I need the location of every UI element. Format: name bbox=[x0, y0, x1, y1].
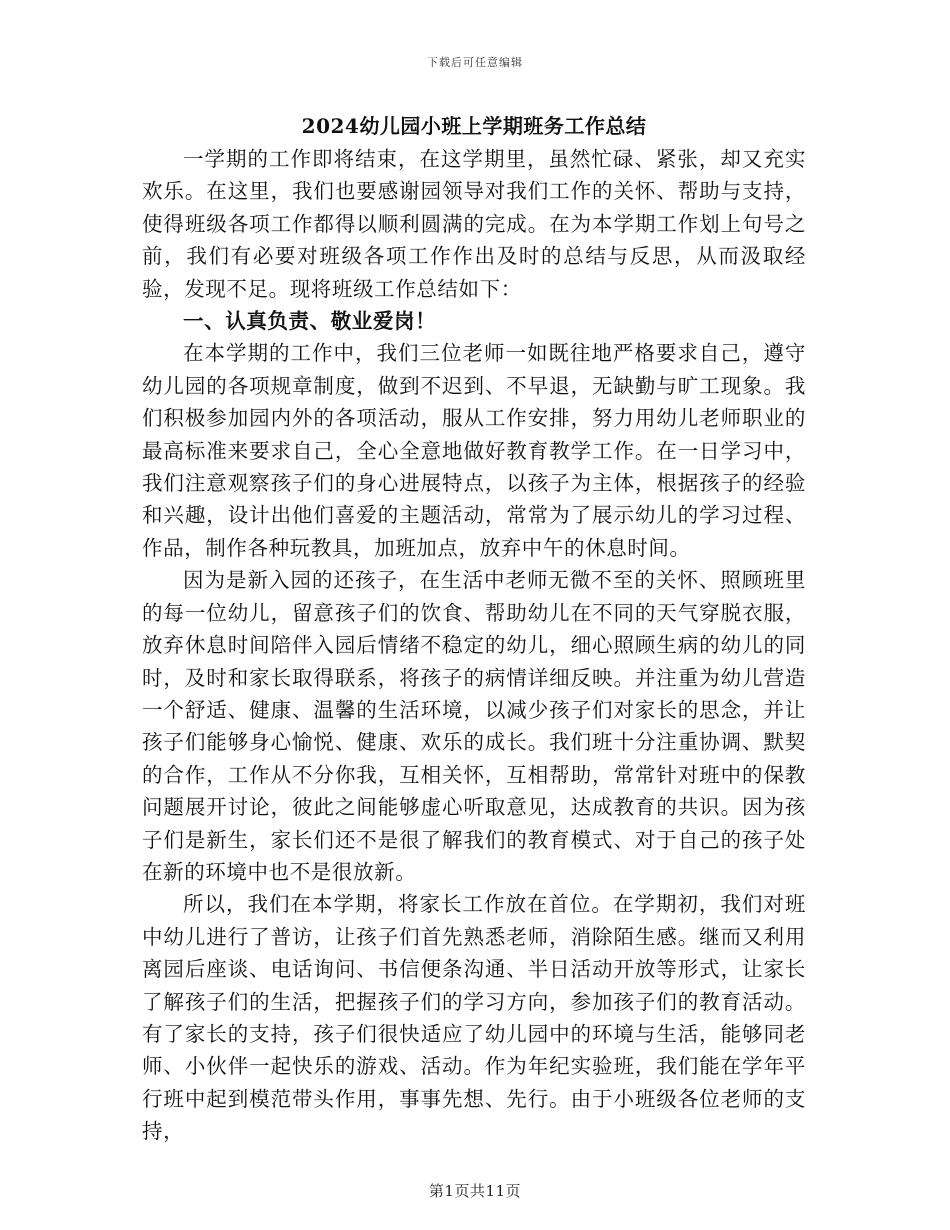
section-heading-1: 一、认真负责、敬业爱岗！ bbox=[183, 309, 437, 334]
page-footer: 第1页共11页 bbox=[428, 1182, 522, 1200]
paragraph-responsibility: 在本学期的工作中，我们三位老师一如既往地严格要求自己，遵守幼儿园的各项规章制度，做到不迟到、不早退，无缺勤与旷工现象。我们积极参加园内外的各项活动，服从工作安排，努力用幼儿老师职业的最高标准来要求自己，全心全意地做好教育教学工作。在一日学习中，我们注意观察孩子们的身心进展特点，以孩子为主体，根据孩子的经验和兴趣，设计出他们喜爱的主题活动，常常为了展示幼儿的学习过程、作品，制作各种玩教具，加班加点，放弃中午的休息时间。 bbox=[142, 341, 806, 560]
document-title: 2024幼儿园小班上学期班务工作总结 bbox=[301, 114, 647, 138]
paragraph-parents: 所以，我们在本学期，将家长工作放在首位。在学期初，我们对班中幼儿进行了普访，让孩子们首先熟悉老师，消除陌生感。继而又利用离园后座谈、电话询问、书信便条沟通、半日活动开放等形式，让家长了解孩子们的生活，把握孩子们的学习方向，参加孩子们的教育活动。有了家长的支持，孩子们很快适应了幼儿园中的环境与生活，能够同老师、小伙伴一起快乐的游戏、活动。作为年纪实验班，我们能在学年平行班中起到模范带头作用，事事先想、先行。由于小班级各位老师的支持， bbox=[142, 892, 806, 1144]
header-note: 下载后可任意编辑 bbox=[427, 56, 523, 69]
paragraph-care: 因为是新入园的还孩子，在生活中老师无微不至的关怀、照顾班里的每一位幼儿，留意孩子们的饮食、帮助幼儿在不同的天气穿脱衣服，放弃休息时间陪伴入园后情绪不稳定的幼儿，细心照顾生病的幼儿的同时，及时和家长取得联系，将孩子的病情详细反映。并注重为幼儿营造一个舒适、健康、温馨的生活环境，以减少孩子们对家长的思念，并让孩子们能够身心愉悦、健康、欢乐的成长。我们班十分注重协调、默契的合作，工作从不分你我，互相关怀，互相帮助，常常针对班中的保教问题展开讨论，彼此之间能够虚心听取意见，达成教育的共识。因为孩子们是新生，家长们还不是很了解我们的教育模式、对于自己的孩子处在新的环境中也不是很放新。 bbox=[142, 568, 806, 884]
paragraph-intro: 一学期的工作即将结束，在这学期里，虽然忙碌、紧张，却又充实欢乐。在这里，我们也要感谢园领导对我们工作的关怀、帮助与支持，使得班级各项工作都得以顺利圆满的完成。在为本学期工作划上句号之前，我们有必要对班级各项工作作出及时的总结与反思，从而汲取经验，发现不足。现将班级工作总结如下： bbox=[142, 147, 806, 301]
document-body bbox=[142, 110, 806, 1148]
